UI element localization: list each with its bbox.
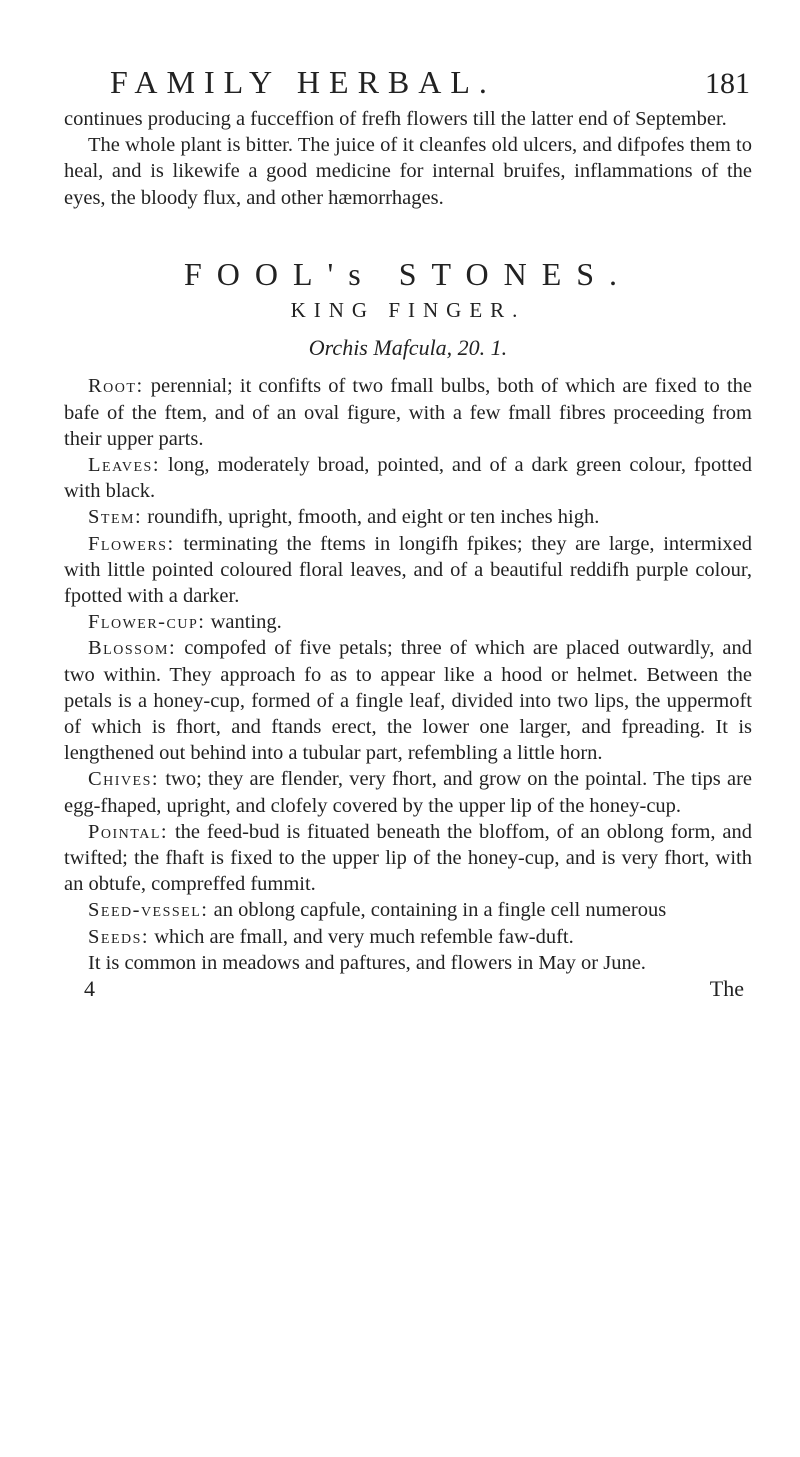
latin-name: Orchis Mafcula, 20. 1. xyxy=(308,335,508,361)
entry-text: the feed-bud is fituated beneath the bloffom, of an oblong form, and twifted; the fhaft is fixed to the upper lip of the honey-cup, and is very fhort, with an obtufe, compreffed fummit. xyxy=(64,820,752,896)
entry-term: Chives: xyxy=(88,768,160,791)
page-footer xyxy=(64,976,752,1002)
habitat-paragraph: It is common in meadows and paftures, and flowers in May or June. xyxy=(88,951,646,974)
entry-term: Seeds: xyxy=(88,925,150,948)
entry-text: roundifh, upright, fmooth, and eight or ten inches high. xyxy=(147,506,600,529)
entry-term: Blossom: xyxy=(88,637,177,660)
entry-seed-vessel xyxy=(64,897,752,923)
catchword: The xyxy=(709,976,744,1002)
entry-term: Seed-vessel: xyxy=(88,899,209,922)
entry-leaves xyxy=(64,452,752,504)
section-subtitle: KING FINGER. xyxy=(290,298,526,323)
entry-text: perennial; it confifts of two fmall bulbs, both of which are fixed to the bafe of the ftem, and of an oval figure, with a few fmall fibres proceeding from their upper parts. xyxy=(64,375,752,450)
intro-paragraph-continued: continues producing a fucceffion of frefh flowers till the latter end of September. xyxy=(64,108,727,130)
entry-text: wanting. xyxy=(210,611,282,634)
entry-text: two; they are flender, very fhort, and grow on the pointal. The tips are egg-fhaped, upright, and clofely covered by the upper lip of the honey-cup. xyxy=(64,768,753,817)
entry-text: long, moderately broad, pointed, and of a dark green colour, fpotted with black. xyxy=(64,454,752,503)
signature-mark: 4 xyxy=(84,976,95,1002)
entry-term: Flower-cup: xyxy=(88,611,206,634)
entry-text: compofed of five petals; three of which are placed outwardly, and two within. They approach fo as to appear like a hood or helmet. Between the petals is a honey-cup, formed of a fingle leaf, divided into two lips, the uppermoft of which is fhort, and ftands erect, the lower one larger, and fpreading. It is lengthened out behind into a tubular part, refembling a little horn. xyxy=(64,637,753,765)
entry-text: an oblong capfule, containing in a fingle cell numerous xyxy=(213,899,667,922)
entry-flower-cup xyxy=(64,609,752,635)
intro-paragraph-uses: The whole plant is bitter. The juice of it cleanfes old ulcers, and difpofes them to heal, and is likewife a good medicine for internal bruifes, inflammations of the eyes, the bloody flux, and other hæmorrhages. xyxy=(64,134,752,209)
entry-term: Flowers: xyxy=(88,532,175,555)
entry-term: Pointal: xyxy=(88,820,169,843)
running-title: FAMILY HERBAL. xyxy=(110,64,496,100)
entry-term: Stem: xyxy=(88,506,143,529)
entry-term: Leaves: xyxy=(88,454,161,477)
entry-flowers xyxy=(64,531,752,610)
entry-root xyxy=(64,373,752,452)
page-number: 181 xyxy=(705,67,750,100)
entry-text: terminating the ftems in longifh fpikes; they are large, intermixed with little pointed coloured floral leaves, and of a beautiful reddifh purple colour, fpotted with a darker. xyxy=(64,532,753,608)
entry-text: which are fmall, and very much refemble faw-duft. xyxy=(154,925,574,948)
page-body xyxy=(64,106,752,1002)
entry-term: Root: xyxy=(88,375,144,398)
entry-stem xyxy=(64,504,752,530)
entry-pointal xyxy=(64,819,752,898)
entry-chives xyxy=(64,766,752,818)
page-header xyxy=(90,64,750,101)
entry-blossom xyxy=(64,635,752,766)
section-title: FOOL's STONES. xyxy=(183,255,633,292)
entry-seeds xyxy=(64,924,752,950)
